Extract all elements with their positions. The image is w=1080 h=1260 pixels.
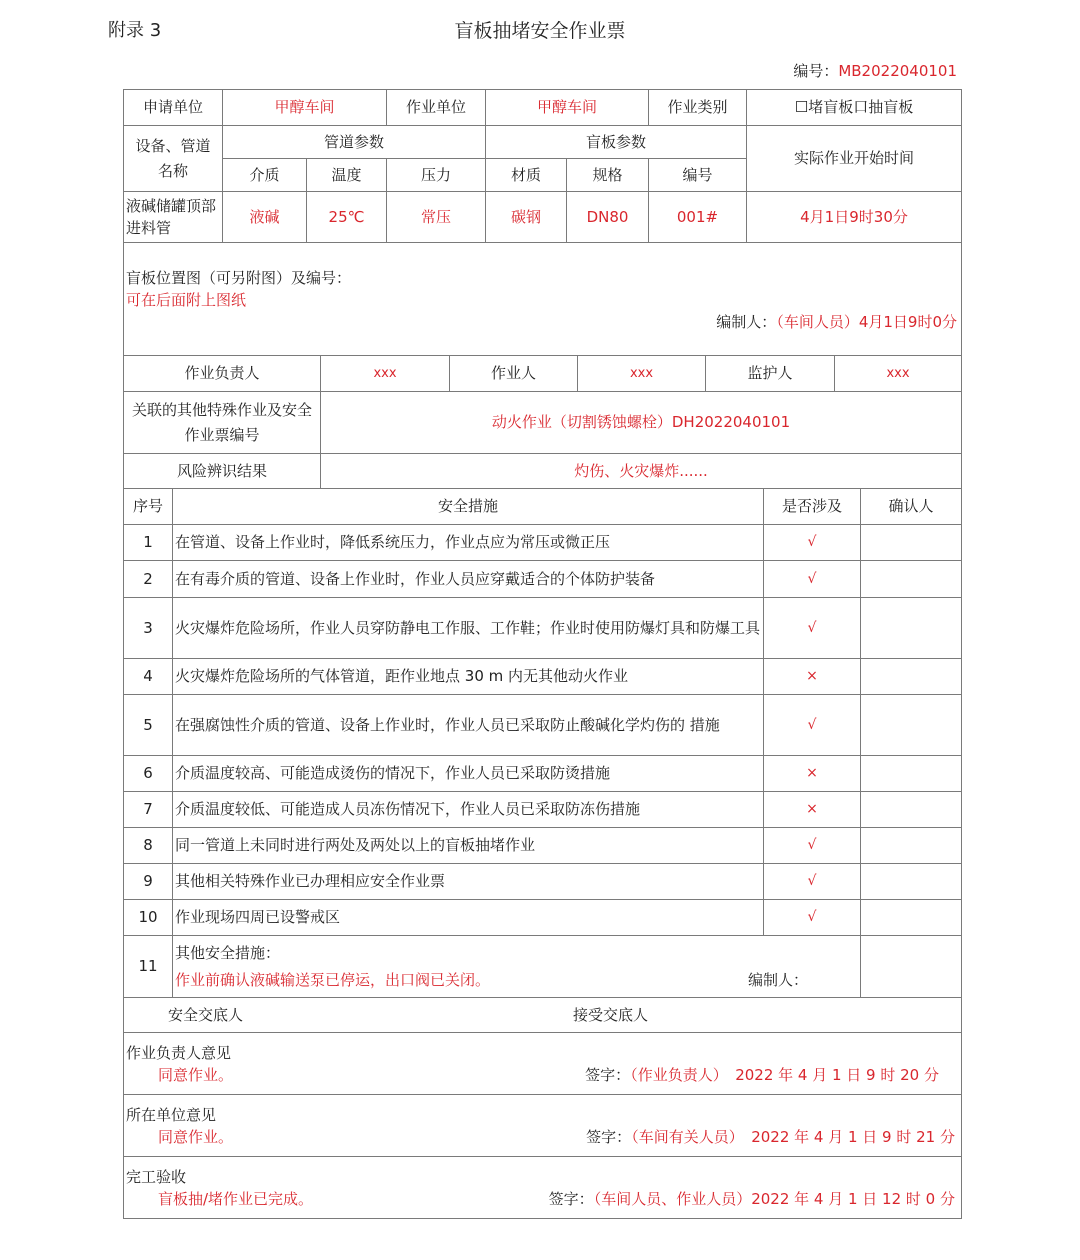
handover-giver-label: 安全交底人 <box>168 1006 244 1024</box>
confirmer-cell[interactable] <box>860 935 962 998</box>
opinion-label: 完工验收 <box>126 1168 187 1186</box>
measure-no: 4 <box>123 658 173 695</box>
measure-text: 火灾爆炸危险场所，作业人员穿防静电工作服、工作鞋；作业时使用防爆灯具和防爆工具 <box>172 597 764 659</box>
risk-value[interactable]: 灼伤、火灾爆炸...... <box>320 453 962 489</box>
serial-label: 编号： <box>793 62 839 80</box>
confirmer-cell[interactable] <box>860 524 962 561</box>
measure-no: 2 <box>123 560 173 598</box>
handover-row <box>123 997 962 1033</box>
opinion-leader <box>123 1032 962 1095</box>
diagram-compiler-label: 编制人： <box>716 313 777 331</box>
opinion-value[interactable]: 同意作业。 <box>158 1066 234 1084</box>
confirmer-cell[interactable] <box>860 694 962 756</box>
serial-value: MB2022040101 <box>838 62 957 80</box>
involved-mark[interactable]: × <box>763 755 861 792</box>
involved-mark[interactable]: √ <box>763 899 861 936</box>
confirmer-cell[interactable] <box>860 791 962 828</box>
pipe-params-label: 管道参数 <box>222 125 486 159</box>
opinion-signature <box>585 1064 939 1085</box>
confirmer-cell[interactable] <box>860 827 962 864</box>
worker-label: 作业人 <box>449 355 578 392</box>
handover-receiver-label: 接受交底人 <box>573 1006 649 1024</box>
equipment-value[interactable]: 液碱储罐顶部进料管 <box>123 191 223 243</box>
measure-no: 3 <box>123 597 173 659</box>
work-type-value[interactable]: ☐堵盲板口抽盲板 <box>746 89 962 126</box>
opinion-signature <box>586 1126 955 1147</box>
opinion-label: 所在单位意见 <box>126 1106 217 1124</box>
diagram-compiler <box>716 311 957 332</box>
pressure-value[interactable]: 常压 <box>386 191 486 243</box>
apply-unit-label: 申请单位 <box>123 89 223 126</box>
col-number: 编号 <box>648 158 747 192</box>
work-type-label: 作业类别 <box>648 89 747 126</box>
work-unit-value[interactable]: 甲醇车间 <box>485 89 649 126</box>
col-material: 材质 <box>485 158 567 192</box>
confirmer-header: 确认人 <box>860 488 962 525</box>
measure-text: 其他相关特殊作业已办理相应安全作业票 <box>172 863 764 900</box>
measure-text: 作业现场四周已设警戒区 <box>172 899 764 936</box>
other-measures-label: 其他安全措施： <box>175 944 281 962</box>
equipment-label: 设备、管道名称 <box>123 125 223 192</box>
measure-no: 11 <box>123 935 173 998</box>
measure-no: 5 <box>123 694 173 756</box>
material-value[interactable]: 碳钢 <box>485 191 567 243</box>
opinion-completion <box>123 1156 962 1219</box>
blind-params-label: 盲板参数 <box>485 125 747 159</box>
diagram-label: 盲板位置图（可另附图）及编号： <box>126 269 352 287</box>
col-medium: 介质 <box>222 158 307 192</box>
col-spec: 规格 <box>566 158 649 192</box>
opinion-label: 作业负责人意见 <box>126 1044 232 1062</box>
worker-value[interactable]: xxx <box>577 355 706 392</box>
appendix-label: 附录 3 <box>108 20 162 41</box>
involved-mark[interactable]: √ <box>763 560 861 598</box>
measure-text: 在有毒介质的管道、设备上作业时，作业人员应穿戴适合的个体防护装备 <box>172 560 764 598</box>
risk-label: 风险辨识结果 <box>123 453 321 489</box>
start-time-value[interactable]: 4月1日9时30分 <box>746 191 962 243</box>
guardian-value[interactable]: xxx <box>834 355 962 392</box>
confirmer-cell[interactable] <box>860 755 962 792</box>
spec-value[interactable]: DN80 <box>566 191 649 243</box>
measure-text: 介质温度较高、可能造成烫伤的情况下，作业人员已采取防烫措施 <box>172 755 764 792</box>
involved-mark[interactable]: √ <box>763 827 861 864</box>
involved-mark[interactable]: √ <box>763 863 861 900</box>
sign-value[interactable]: （作业负责人） 2022 年 4 月 1 日 9 时 20 分 <box>630 1066 939 1084</box>
col-pressure: 压力 <box>386 158 486 192</box>
opinion-signature <box>549 1188 955 1209</box>
diagram-compiler-value[interactable]: （车间人员）4月1日9时0分 <box>776 313 957 331</box>
guardian-label: 监护人 <box>705 355 835 392</box>
measure-no: 7 <box>123 791 173 828</box>
involved-mark[interactable]: × <box>763 791 861 828</box>
work-unit-label: 作业单位 <box>386 89 486 126</box>
measure-text: 火灾爆炸危险场所的气体管道，距作业地点 30 m 内无其他动火作业 <box>172 658 764 695</box>
col-temperature: 温度 <box>306 158 387 192</box>
measure-no: 9 <box>123 863 173 900</box>
sign-value[interactable]: （车间人员、作业人员）2022 年 4 月 1 日 12 时 0 分 <box>593 1190 955 1208</box>
sign-label: 签字： <box>585 1066 631 1084</box>
sign-label: 签字： <box>586 1128 632 1146</box>
opinion-value[interactable]: 同意作业。 <box>158 1128 234 1146</box>
measure-text: 同一管道上未同时进行两处及两处以上的盲板抽堵作业 <box>172 827 764 864</box>
involved-mark[interactable]: √ <box>763 694 861 756</box>
opinion-value[interactable]: 盲板抽/堵作业已完成。 <box>158 1190 314 1208</box>
measure-no: 10 <box>123 899 173 936</box>
other-compiler-label: 编制人： <box>748 971 809 989</box>
start-time-label: 实际作业开始时间 <box>746 125 962 192</box>
other-measures-block <box>172 935 861 998</box>
involved-mark[interactable]: √ <box>763 524 861 561</box>
temperature-value[interactable]: 25℃ <box>306 191 387 243</box>
measure-no: 8 <box>123 827 173 864</box>
confirmer-cell[interactable] <box>860 863 962 900</box>
diagram-block <box>123 242 962 356</box>
confirmer-cell[interactable] <box>860 899 962 936</box>
leader-label: 作业负责人 <box>123 355 321 392</box>
measures-no-header: 序号 <box>123 488 173 525</box>
sign-value[interactable]: （车间有关人员） 2022 年 4 月 1 日 9 时 21 分 <box>631 1128 955 1146</box>
leader-value[interactable]: xxx <box>320 355 450 392</box>
involved-mark[interactable]: √ <box>763 597 861 659</box>
measure-no: 6 <box>123 755 173 792</box>
diagram-note[interactable]: 可在后面附上图纸 <box>126 291 247 309</box>
apply-unit-value[interactable]: 甲醇车间 <box>222 89 387 126</box>
sign-label: 签字： <box>548 1190 594 1208</box>
measure-no: 1 <box>123 524 173 561</box>
serial-number <box>793 60 957 81</box>
confirmer-cell[interactable] <box>860 597 962 659</box>
measure-text: 在强腐蚀性介质的管道、设备上作业时，作业人员已采取防止酸碱化学灼伤的 措施 <box>172 694 764 756</box>
page-title: 盲板抽堵安全作业票 <box>454 20 626 42</box>
measure-text: 在管道、设备上作业时，降低系统压力，作业点应为常压或微正压 <box>172 524 764 561</box>
related-value[interactable]: 动火作业（切割锈蚀螺栓）DH2022040101 <box>320 391 962 454</box>
involved-mark[interactable]: × <box>763 658 861 695</box>
measures-header: 安全措施 <box>172 488 764 525</box>
confirmer-cell[interactable] <box>860 658 962 695</box>
other-measures-value[interactable]: 作业前确认液碱输送泵已停运，出口阀已关闭。 <box>175 971 491 989</box>
opinion-unit <box>123 1094 962 1157</box>
number-value[interactable]: 001# <box>648 191 747 243</box>
confirmer-cell[interactable] <box>860 560 962 598</box>
measure-text: 介质温度较低、可能造成人员冻伤情况下，作业人员已采取防冻伤措施 <box>172 791 764 828</box>
involved-header: 是否涉及 <box>763 488 861 525</box>
related-label: 关联的其他特殊作业及安全作业票编号 <box>123 391 321 454</box>
medium-value[interactable]: 液碱 <box>222 191 307 243</box>
